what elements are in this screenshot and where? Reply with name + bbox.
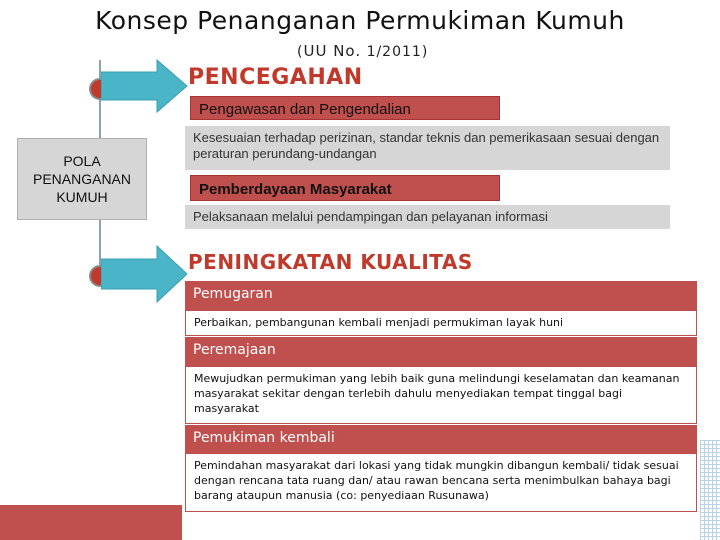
peremajaan-description: Mewujudkan permukiman yang lebih baik guna melindungi keselamatan dan keamanan masyarakat sekitar dengan terlebih dahulu menyediakan tempat tinggal bagi masyarakat xyxy=(185,367,697,424)
pemukiman-kembali-label: Pemukiman kembali xyxy=(185,425,697,454)
page-subtitle xyxy=(297,42,428,60)
pencegahan-heading: PENCEGAHAN xyxy=(188,65,363,90)
right-arrow-icon xyxy=(101,58,191,114)
footer-decoration-bar xyxy=(0,505,182,540)
pemukiman-kembali-description: Pemindahan masyarakat dari lokasi yang tidak mungkin dibangun kembali/ tidak sesuai dengan rencana tata ruang dan/ atau rawan bencana serta menimbulkan bahaya bagi barang ataupun manusia (co: penyediaan Rusunawa) xyxy=(185,454,697,512)
peningkatan-heading: PENINGKATAN KUALITAS xyxy=(188,250,473,274)
pemugaran-description: Perbaikan, pembangunan kembali menjadi permukiman layak huni xyxy=(185,311,697,336)
subtitle-number: 1/2011 xyxy=(366,44,422,60)
subtitle-close: ) xyxy=(421,44,429,60)
pola-box: POLA PENANGANAN KUMUH xyxy=(17,138,147,220)
pengawasan-description: Kesesuaian terhadap perizinan, standar teknis dan pemerikasaan sesuai dengan peraturan perundang-undangan xyxy=(185,126,670,170)
peremajaan-label: Peremajaan xyxy=(185,337,697,367)
subtitle-open: ( xyxy=(297,44,304,60)
pemugaran-label: Pemugaran xyxy=(185,281,697,311)
page-title: Konsep Penanganan Permukiman Kumuh xyxy=(95,6,625,35)
pengawasan-label: Pengawasan dan Pengendalian xyxy=(190,96,500,120)
footer-grid-decoration xyxy=(700,440,720,540)
right-arrow-icon xyxy=(101,244,191,304)
subtitle-law: UU No. xyxy=(303,42,362,60)
pemberdayaan-description: Pelaksanaan melalui pendampingan dan pelayanan informasi xyxy=(185,205,670,229)
pemberdayaan-label: Pemberdayaan Masyarakat xyxy=(190,175,500,201)
